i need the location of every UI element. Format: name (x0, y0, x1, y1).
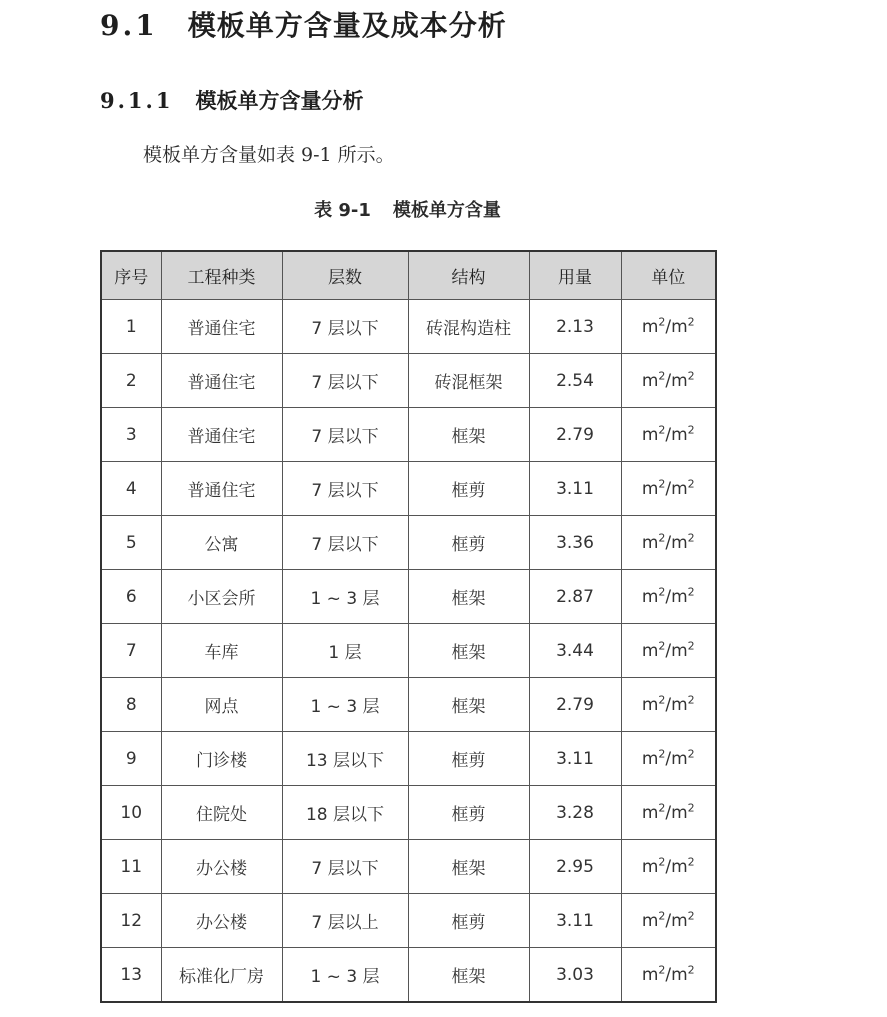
table-caption-title: 模板单方含量 (392, 200, 501, 221)
header-cell: 工程种类 (161, 251, 282, 300)
unit-base: m (641, 640, 659, 661)
unit-exponent: 2 (658, 314, 666, 328)
structure-cell: 框剪 (408, 732, 529, 786)
unit-base: m (641, 586, 659, 607)
project-type-cell: 网点 (161, 678, 282, 732)
unit-cell (621, 786, 716, 840)
floors-cell: 7 层以上 (282, 894, 408, 948)
formwork-table (100, 250, 717, 1003)
table-row (101, 678, 716, 732)
unit-exponent: 2 (687, 584, 695, 598)
project-type-cell: 公寓 (161, 516, 282, 570)
unit-separator: / (665, 478, 672, 499)
unit-exponent: 2 (658, 530, 666, 544)
row-number-cell: 1 (101, 300, 161, 354)
project-type-cell: 住院处 (161, 786, 282, 840)
structure-cell: 框架 (408, 408, 529, 462)
unit-base: m (641, 856, 659, 877)
unit-exponent: 2 (658, 962, 666, 976)
unit-exponent: 2 (658, 854, 666, 868)
floors-cell: 1 ~ 3 层 (282, 948, 408, 1003)
row-number-cell: 9 (101, 732, 161, 786)
unit-exponent: 2 (658, 584, 666, 598)
table-caption-label: 表 9-1 (314, 200, 371, 221)
unit-base: m (671, 478, 688, 499)
floors-cell: 7 层以下 (282, 408, 408, 462)
unit-separator: / (665, 586, 672, 607)
unit-exponent: 2 (658, 476, 666, 490)
floors-cell: 7 层以下 (282, 354, 408, 408)
row-number-cell: 6 (101, 570, 161, 624)
unit-exponent: 2 (658, 746, 666, 760)
unit-cell (621, 624, 716, 678)
floors-cell: 7 层以下 (282, 462, 408, 516)
unit-base: m (671, 370, 688, 391)
unit-exponent: 2 (687, 962, 695, 976)
unit-base: m (671, 964, 688, 985)
unit-separator: / (665, 370, 672, 391)
unit-exponent: 2 (658, 800, 666, 814)
amount-cell: 2.79 (529, 408, 621, 462)
unit-exponent: 2 (687, 368, 695, 382)
unit-exponent: 2 (687, 854, 695, 868)
table-caption (0, 196, 815, 226)
row-number-cell: 5 (101, 516, 161, 570)
table-row (101, 570, 716, 624)
unit-exponent: 2 (687, 908, 695, 922)
unit-cell (621, 678, 716, 732)
subsection-title: 模板单方含量分析 (195, 88, 364, 113)
header-cell: 层数 (282, 251, 408, 300)
amount-cell: 3.11 (529, 894, 621, 948)
unit-base: m (641, 532, 659, 553)
header-cell: 结构 (408, 251, 529, 300)
section-title: 模板单方含量及成本分析 (187, 9, 507, 42)
unit-base: m (641, 802, 659, 823)
floors-cell: 1 层 (282, 624, 408, 678)
row-number-cell: 3 (101, 408, 161, 462)
unit-separator: / (665, 694, 672, 715)
row-number-cell: 12 (101, 894, 161, 948)
unit-base: m (671, 532, 688, 553)
table-row (101, 462, 716, 516)
structure-cell: 砖混框架 (408, 354, 529, 408)
row-number-cell: 13 (101, 948, 161, 1003)
unit-cell (621, 894, 716, 948)
unit-cell (621, 300, 716, 354)
unit-exponent: 2 (687, 422, 695, 436)
unit-exponent: 2 (687, 746, 695, 760)
unit-cell (621, 840, 716, 894)
structure-cell: 框架 (408, 570, 529, 624)
table-header-row (101, 251, 716, 300)
project-type-cell: 普通住宅 (161, 354, 282, 408)
unit-exponent: 2 (687, 314, 695, 328)
unit-cell (621, 408, 716, 462)
unit-cell (621, 732, 716, 786)
unit-separator: / (665, 532, 672, 553)
table-row (101, 354, 716, 408)
subsection-heading (100, 84, 363, 118)
project-type-cell: 普通住宅 (161, 300, 282, 354)
structure-cell: 框剪 (408, 516, 529, 570)
table-row (101, 948, 716, 1003)
table-row (101, 624, 716, 678)
unit-base: m (641, 424, 659, 445)
amount-cell: 2.87 (529, 570, 621, 624)
subsection-number: 9.1.1 (100, 88, 174, 113)
amount-cell: 2.54 (529, 354, 621, 408)
unit-separator: / (665, 910, 672, 931)
amount-cell: 2.79 (529, 678, 621, 732)
structure-cell: 框剪 (408, 894, 529, 948)
project-type-cell: 小区会所 (161, 570, 282, 624)
table-row (101, 894, 716, 948)
unit-base: m (671, 640, 688, 661)
row-number-cell: 10 (101, 786, 161, 840)
row-number-cell: 2 (101, 354, 161, 408)
project-type-cell: 普通住宅 (161, 408, 282, 462)
unit-base: m (641, 964, 659, 985)
amount-cell: 2.13 (529, 300, 621, 354)
amount-cell: 3.36 (529, 516, 621, 570)
project-type-cell: 门诊楼 (161, 732, 282, 786)
unit-exponent: 2 (687, 638, 695, 652)
unit-separator: / (665, 802, 672, 823)
unit-base: m (671, 586, 688, 607)
unit-cell (621, 354, 716, 408)
unit-separator: / (665, 856, 672, 877)
amount-cell: 3.44 (529, 624, 621, 678)
unit-cell (621, 948, 716, 1003)
unit-exponent: 2 (658, 638, 666, 652)
unit-base: m (671, 316, 688, 337)
table-row (101, 840, 716, 894)
project-type-cell: 办公楼 (161, 840, 282, 894)
table-row (101, 516, 716, 570)
section-heading (100, 4, 507, 48)
table-row (101, 300, 716, 354)
unit-exponent: 2 (687, 692, 695, 706)
project-type-cell: 车库 (161, 624, 282, 678)
unit-base: m (641, 370, 659, 391)
unit-base: m (671, 802, 688, 823)
section-number: 9.1 (100, 9, 158, 42)
amount-cell: 3.03 (529, 948, 621, 1003)
unit-separator: / (665, 640, 672, 661)
table-row (101, 408, 716, 462)
amount-cell: 3.28 (529, 786, 621, 840)
unit-base: m (641, 910, 659, 931)
unit-cell (621, 516, 716, 570)
row-number-cell: 8 (101, 678, 161, 732)
amount-cell: 3.11 (529, 732, 621, 786)
floors-cell: 7 层以下 (282, 300, 408, 354)
table-row (101, 786, 716, 840)
table-body (101, 300, 716, 1003)
unit-exponent: 2 (687, 530, 695, 544)
structure-cell: 框剪 (408, 786, 529, 840)
unit-exponent: 2 (658, 422, 666, 436)
floors-cell: 13 层以下 (282, 732, 408, 786)
unit-exponent: 2 (658, 692, 666, 706)
row-number-cell: 4 (101, 462, 161, 516)
unit-separator: / (665, 316, 672, 337)
floors-cell: 1 ~ 3 层 (282, 678, 408, 732)
header-cell: 序号 (101, 251, 161, 300)
unit-cell (621, 570, 716, 624)
amount-cell: 3.11 (529, 462, 621, 516)
table-row (101, 732, 716, 786)
unit-base: m (671, 856, 688, 877)
structure-cell: 框架 (408, 840, 529, 894)
unit-base: m (641, 316, 659, 337)
unit-exponent: 2 (658, 908, 666, 922)
unit-base: m (641, 478, 659, 499)
unit-base: m (641, 748, 659, 769)
row-number-cell: 11 (101, 840, 161, 894)
structure-cell: 框剪 (408, 462, 529, 516)
project-type-cell: 普通住宅 (161, 462, 282, 516)
unit-exponent: 2 (658, 368, 666, 382)
unit-base: m (671, 910, 688, 931)
unit-base: m (671, 424, 688, 445)
unit-separator: / (665, 748, 672, 769)
unit-base: m (671, 694, 688, 715)
floors-cell: 1 ~ 3 层 (282, 570, 408, 624)
unit-exponent: 2 (687, 476, 695, 490)
project-type-cell: 标准化厂房 (161, 948, 282, 1003)
unit-base: m (641, 694, 659, 715)
header-cell: 单位 (621, 251, 716, 300)
project-type-cell: 办公楼 (161, 894, 282, 948)
unit-base: m (671, 748, 688, 769)
unit-exponent: 2 (687, 800, 695, 814)
unit-cell (621, 462, 716, 516)
body-paragraph: 模板单方含量如表 9-1 所示。 (143, 144, 395, 166)
structure-cell: 框架 (408, 678, 529, 732)
floors-cell: 7 层以下 (282, 840, 408, 894)
row-number-cell: 7 (101, 624, 161, 678)
structure-cell: 砖混构造柱 (408, 300, 529, 354)
structure-cell: 框架 (408, 948, 529, 1003)
header-cell: 用量 (529, 251, 621, 300)
amount-cell: 2.95 (529, 840, 621, 894)
unit-separator: / (665, 424, 672, 445)
floors-cell: 7 层以下 (282, 516, 408, 570)
floors-cell: 18 层以下 (282, 786, 408, 840)
unit-separator: / (665, 964, 672, 985)
structure-cell: 框架 (408, 624, 529, 678)
